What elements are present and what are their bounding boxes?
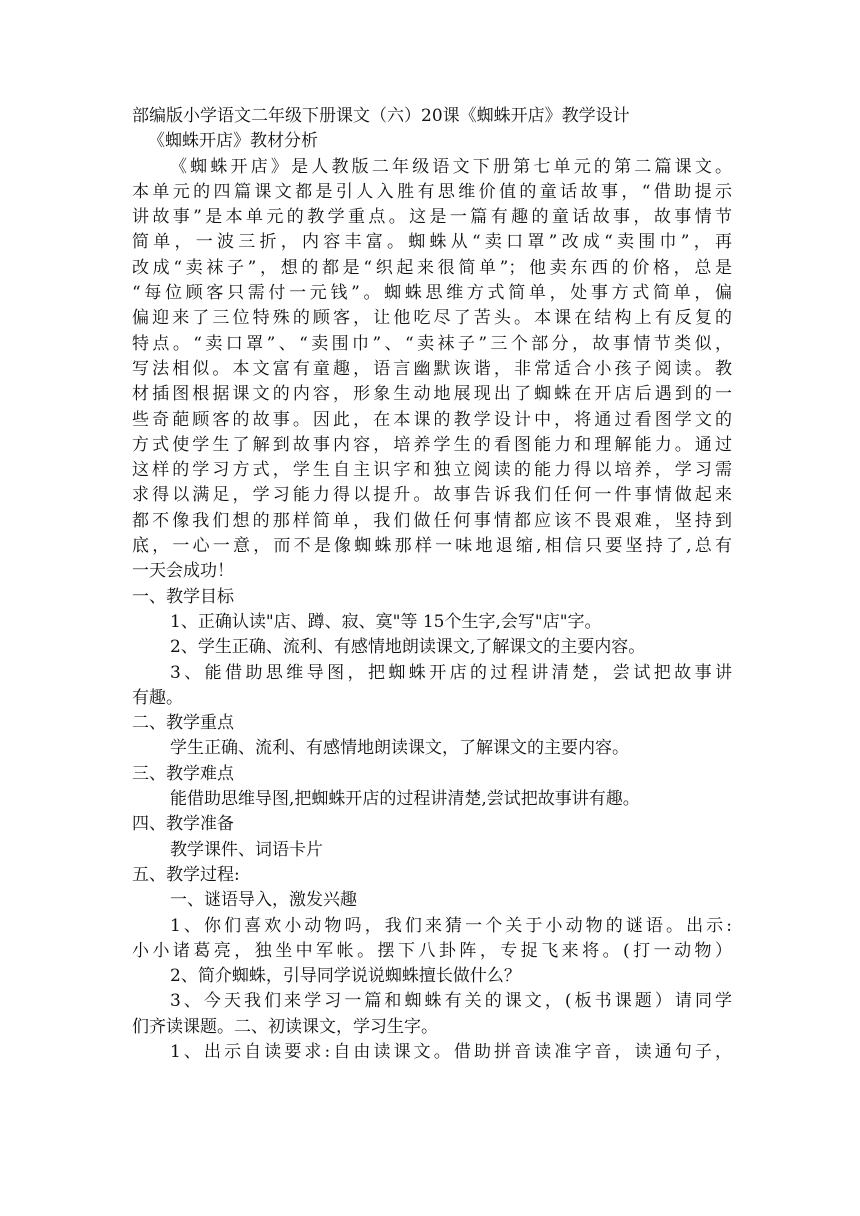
analysis-line: 底，一心一意，而不是像蜘蛛那样一味地退缩,相信只要坚持了,总有 bbox=[132, 536, 732, 557]
goal-item-continued: 有趣。 bbox=[132, 687, 183, 708]
section-heading-preparation: 四、教学准备 bbox=[132, 814, 234, 835]
process-line: 1、你们喜欢小动物吗，我们来猜一个关于小动物的谜语。出示: bbox=[170, 915, 732, 936]
analysis-line: 方式使学生了解到故事内容，培养学生的看图能力和理解能力。通过 bbox=[132, 434, 732, 455]
analysis-line: 一天会成功！ bbox=[132, 561, 234, 582]
process-step-heading: 一、谜语导入，激发兴趣 bbox=[170, 890, 357, 911]
analysis-line: 本单元的四篇课文都是引人入胜有思维价值的童话故事，“借助提示 bbox=[132, 181, 732, 202]
analysis-line: 些奇葩顾客的故事。因此，在本课的教学设计中，将通过看图学文的 bbox=[132, 409, 732, 430]
analysis-line: 写法相似。本文富有童趣，语言幽默诙谐，非常适合小孩子阅读。教 bbox=[132, 358, 732, 379]
analysis-line: 材插图根据课文的内容，形象生动地展现出了蜘蛛在开店后遇到的一 bbox=[132, 384, 732, 405]
document-page bbox=[132, 104, 732, 1065]
difficulty-text: 能借助思维导图,把蜘蛛开店的过程讲清楚,尝试把故事讲有趣。 bbox=[170, 789, 640, 810]
analysis-line: 都不像我们想的那样简单，我们做任何事情都应该不畏艰难，坚持到 bbox=[132, 510, 732, 531]
section-heading-process: 五、教学过程: bbox=[132, 864, 240, 885]
preparation-text: 教学课件、词语卡片 bbox=[170, 839, 323, 860]
analysis-line: 简单，一波三折，内容丰富。蜘蛛从“卖口罩”改成“卖围巾”，再 bbox=[132, 232, 732, 253]
section-heading-goals: 一、教学目标 bbox=[132, 586, 234, 607]
key-point-text: 学生正确、流利、有感情地朗读课文，了解课文的主要内容。 bbox=[170, 738, 629, 759]
process-line: 2、简介蜘蛛，引导同学说说蜘蛛擅长做什么？ bbox=[170, 966, 521, 987]
analysis-line: 求得以满足，学习能力得以提升。故事告诉我们任何一件事情做起来 bbox=[132, 485, 732, 506]
section-heading-analysis: 《蜘蛛开店》教材分析 bbox=[148, 131, 318, 152]
analysis-line: 特点。“卖口罩”、“卖围巾”、“卖袜子”三个部分，故事情节类似， bbox=[132, 333, 732, 354]
goal-item: 3、能借助思维导图，把蜘蛛开店的过程讲清楚，尝试把故事讲 bbox=[170, 662, 732, 683]
process-line: 们齐读课题。二、初读课文，学习生字。 bbox=[132, 1016, 438, 1037]
process-line: 小小诸葛亮，独坐中军帐。摆下八卦阵，专捉飞来将。(打一动物） bbox=[132, 940, 732, 961]
analysis-line: “每位顾客只需付一元钱”。蜘蛛思维方式简单，处事方式简单，偏 bbox=[132, 283, 732, 304]
process-line: 3、今天我们来学习一篇和蜘蛛有关的课文，(板书课题）请同学 bbox=[170, 991, 732, 1012]
document-title: 部编版小学语文二年级下册课文（六）20课《蜘蛛开店》教学设计 bbox=[132, 106, 630, 126]
process-line: 1、出示自读要求:自由读课文。借助拼音读准字音，读通句子， bbox=[170, 1041, 732, 1062]
analysis-line: 讲故事”是本单元的教学重点。这是一篇有趣的童话故事，故事情节 bbox=[132, 207, 732, 228]
section-heading-difficulties: 三、教学难点 bbox=[132, 763, 234, 784]
analysis-line: 改成“卖袜子”，想的都是“织起来很简单”；他卖东西的价格，总是 bbox=[132, 257, 732, 278]
section-heading-key-points: 二、教学重点 bbox=[132, 713, 234, 734]
analysis-line: 《蜘蛛开店》是人教版二年级语文下册第七单元的第二篇课文。 bbox=[170, 156, 732, 177]
goal-item: 2、学生正确、流利、有感情地朗读课文,了解课文的主要内容。 bbox=[170, 637, 646, 658]
analysis-line: 这样的学习方式，学生自主识字和独立阅读的能力得以培养，学习需 bbox=[132, 460, 732, 481]
goal-item: 1、正确认读"店、蹲、寂、寞"等 15个生字,会写"店"字。 bbox=[170, 611, 602, 632]
analysis-line: 偏迎来了三位特殊的顾客，让他吃尽了苦头。本课在结构上有反复的 bbox=[132, 308, 732, 329]
